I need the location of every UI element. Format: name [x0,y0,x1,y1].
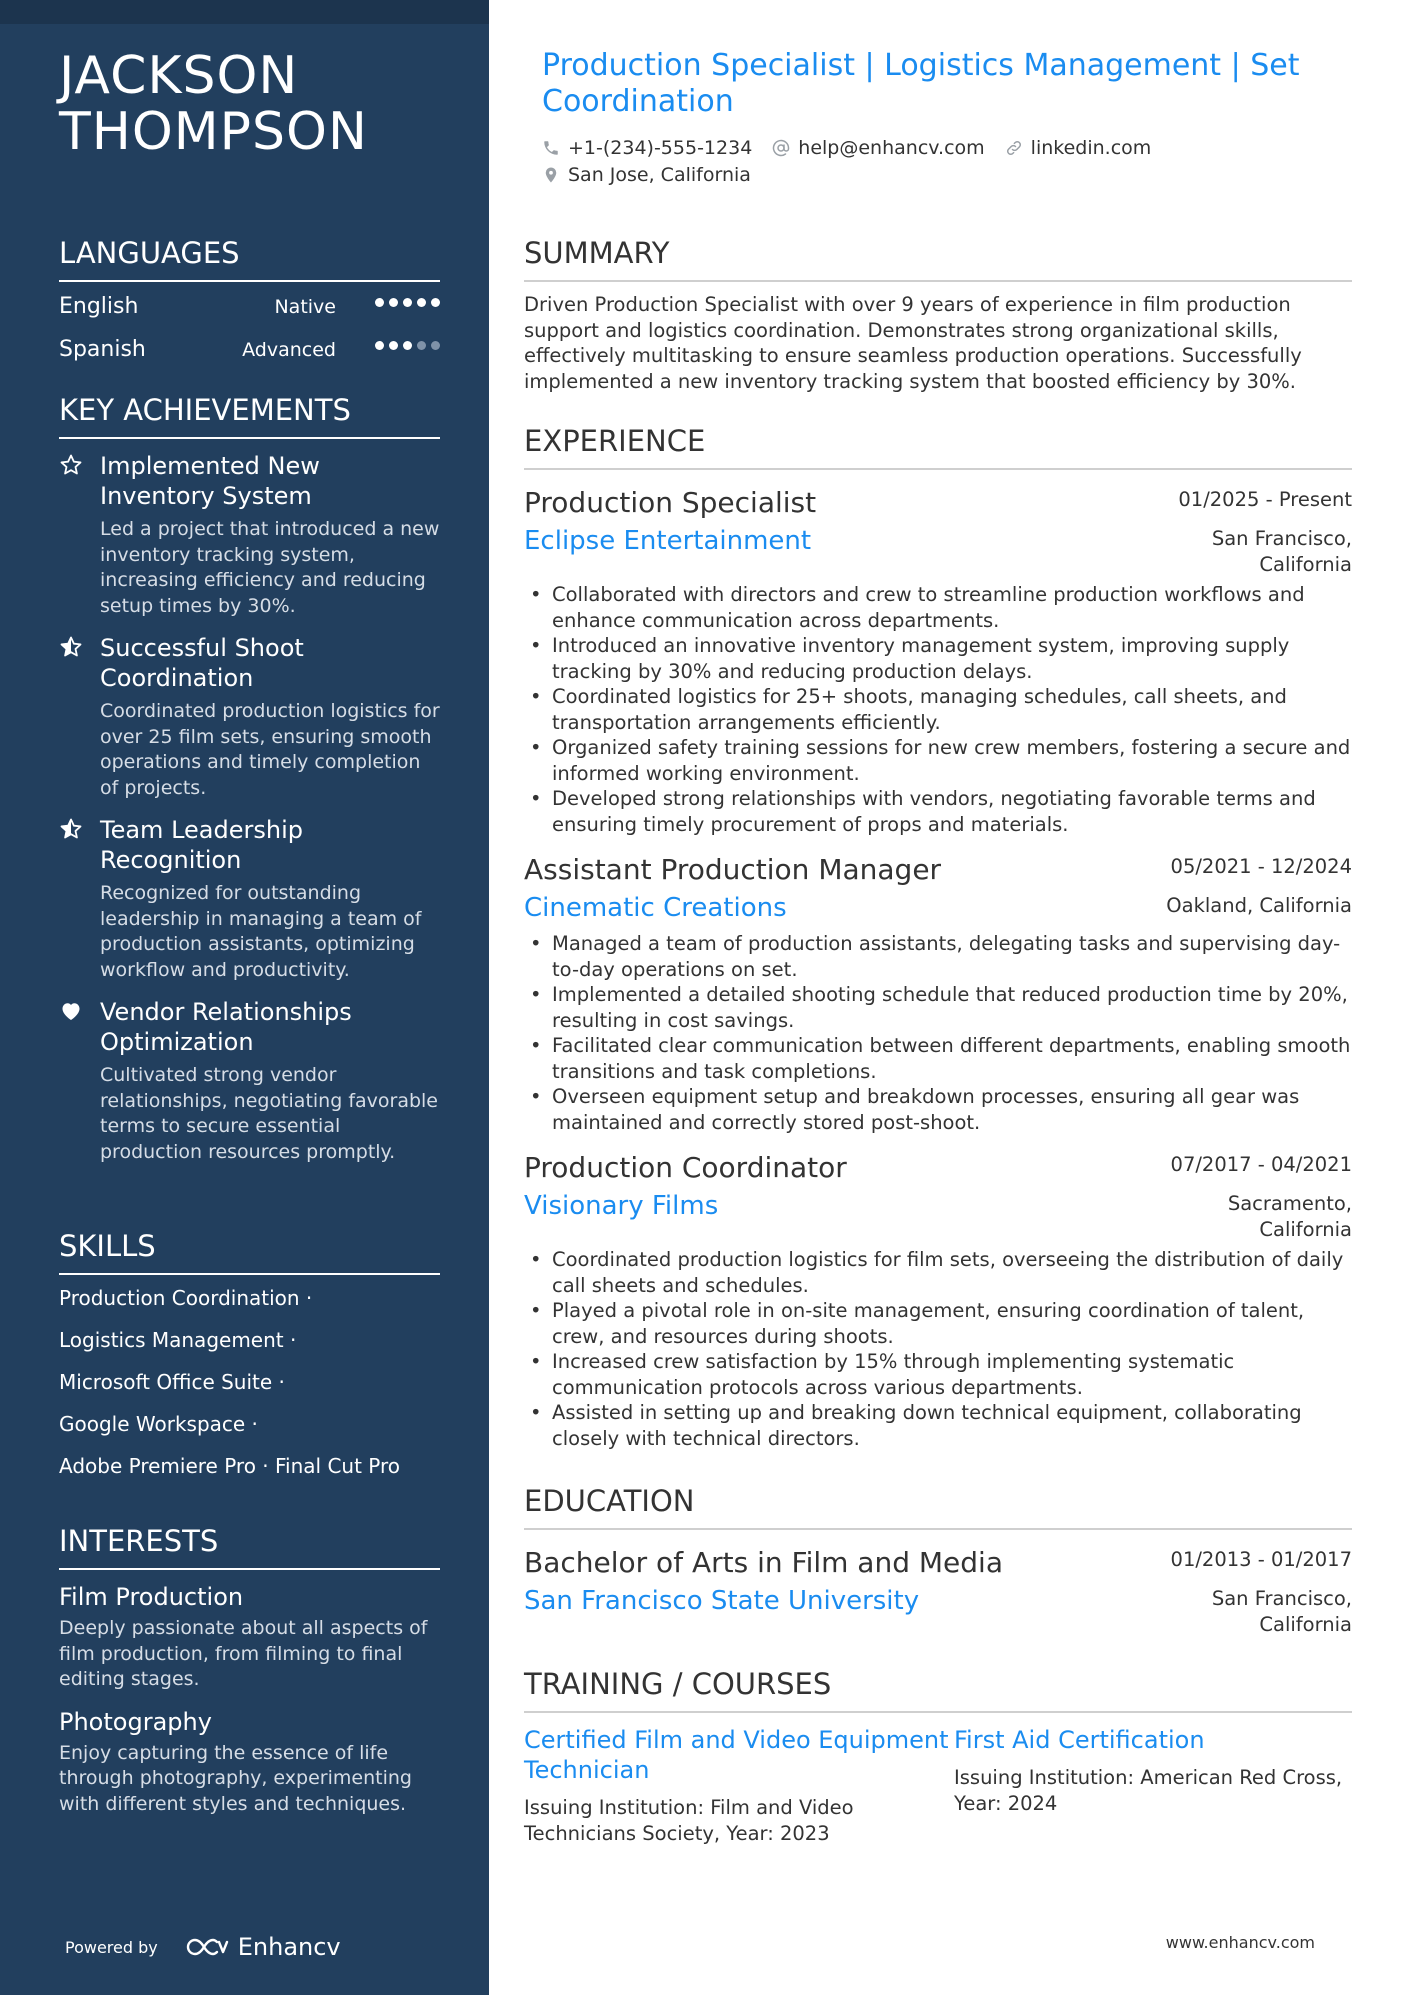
rating-dot-filled [403,341,412,350]
interest-title: Photography [59,1707,212,1736]
language-row [59,329,440,372]
job-company[interactable]: Visionary Films [524,1191,719,1221]
course-title[interactable]: Certified Film and Video Equipment Technician [524,1726,949,1784]
phone-number: +1-(234)-555-1234 [568,136,753,159]
achievement-desc: Cultivated strong vendor relationships, negotiating favorable terms to secure essential production resources promptly. [100,1064,439,1163]
interest-desc: Enjoy capturing the essence of life through photography, experimenting with different styles and techniques. [59,1741,412,1815]
powered-by [65,1933,341,1961]
training-heading: TRAINING / COURSES [524,1667,1352,1713]
achievement-item [59,997,440,1165]
achievement-item [59,633,440,801]
languages-section [59,236,440,372]
job-title: Production Coordinator [524,1151,847,1184]
link-icon [1005,139,1023,157]
language-level: Advanced [242,339,336,361]
enhancv-logo-icon [184,1935,230,1959]
star-half-icon [59,635,83,659]
location-text: San Jose, California [568,163,751,186]
job-company[interactable]: Eclipse Entertainment [524,526,812,556]
linkedin-url: linkedin.com [1030,136,1152,159]
experience-section [524,424,1352,1451]
job-bullet: • Facilitated clear communication between different departments, enabling smooth transitions and task completions. [524,1033,1352,1084]
job-bullet: • Introduced an innovative inventory management system, improving supply tracking by 30% and reducing production delays. [524,633,1352,684]
rating-dot-filled [375,298,384,307]
job-location: Oakland, California [1166,894,1352,917]
job-bullet: • Organized safety training sessions for new crew members, fostering a secure and informed working environment. [524,735,1352,786]
job-dates: 05/2021 - 12/2024 [1170,855,1352,878]
job-bullets [524,1247,1352,1451]
course-desc: Issuing Institution: American Red Cross, Year: 2024 [954,1766,1343,1815]
job-dates: 07/2017 - 04/2021 [1170,1153,1352,1176]
job-bullets [524,931,1352,1135]
summary-section [524,236,1352,394]
email-address: help@enhancv.com [798,136,985,159]
skill-item: Production Coordination · [59,1286,313,1310]
education-section [524,1484,1352,1634]
achievements-heading: KEY ACHIEVEMENTS [59,393,440,439]
phone-icon [542,139,560,157]
job-location: San Francisco, California [1211,527,1352,576]
training-section [524,1667,1352,1846]
interests-section [59,1524,440,1817]
skills-section [59,1229,440,1479]
summary-text: Driven Production Specialist with over 9 years of experience in film production support and logistics coordination. Demonstrates strong organizational skills, effectively multitasking to ensure seamless production operations. Successfully implemented a new inventory tracking system that boosted efficiency by 30%. [524,293,1302,393]
contact-email[interactable] [772,137,984,159]
rating-dot-filled [403,298,412,307]
sidebar-top-bar [0,0,489,24]
achievement-title: Implemented New Inventory System [100,452,320,510]
contact-location [542,164,751,186]
rating-dot-filled [389,341,398,350]
interests-heading: INTERESTS [59,1524,440,1570]
last-name: THOMPSON [59,102,368,162]
job-bullet: • Managed a team of production assistants, delegating tasks and supervising day-to-day operations on set. [524,931,1352,982]
rating-dot-filled [375,341,384,350]
course-item [524,1725,954,1846]
achievement-title: Successful Shoot Coordination [100,634,304,692]
rating-dot-filled [389,298,398,307]
school-name[interactable]: San Francisco State University [524,1586,920,1616]
skills-heading: SKILLS [59,1229,440,1275]
education-dates: 01/2013 - 01/2017 [1170,1548,1352,1571]
job-entry [524,480,1352,837]
job-bullet: • Developed strong relationships with vendors, negotiating favorable terms and ensuring timely procurement of props and materials. [524,786,1352,837]
language-name: Spanish [59,337,146,362]
job-bullet: • Collaborated with directors and crew to streamline production workflows and enhance communication across departments. [524,582,1352,633]
education-heading: EDUCATION [524,1484,1352,1530]
achievement-item [59,451,440,619]
course-desc: Issuing Institution: Film and Video Technicians Society, Year: 2023 [524,1796,854,1845]
achievement-desc: Recognized for outstanding leadership in managing a team of production assistants, optimizing workflow and productivity. [100,882,422,981]
job-title: Production Specialist [524,486,817,519]
powered-by-label: Powered by [65,1937,158,1957]
language-level: Native [274,296,336,318]
degree-title: Bachelor of Arts in Film and Media [524,1546,1003,1579]
star-outline-icon [59,453,83,477]
contact-info [542,134,1342,188]
job-location: Sacramento, California [1227,1192,1352,1241]
job-bullet: • Increased crew satisfaction by 15% through implementing systematic communication protocols across various departments. [524,1349,1352,1400]
job-company[interactable]: Cinematic Creations [524,893,787,923]
course-item [954,1725,1352,1846]
course-title[interactable]: First Aid Certification [954,1726,1205,1754]
rating-dot-empty [431,341,440,350]
language-row [59,286,440,329]
language-name: English [59,294,139,319]
job-bullet: • Played a pivotal role in on-site management, ensuring coordination of talent, crew, and resources during shoots. [524,1298,1352,1349]
candidate-name [59,48,368,160]
job-bullet: • Implemented a detailed shooting schedule that reduced production time by 20%, resulting in cost savings. [524,982,1352,1033]
job-bullet: • Assisted in setting up and breaking down technical equipment, collaborating closely with technical directors. [524,1400,1352,1451]
job-entry [524,847,1352,1135]
summary-heading: SUMMARY [524,236,1352,282]
enhancv-logo[interactable] [184,1933,341,1961]
job-bullets [524,582,1352,837]
achievement-item [59,815,440,983]
job-bullet: • Coordinated production logistics for film sets, overseeing the distribution of daily call sheets and schedules. [524,1247,1352,1298]
location-pin-icon [542,166,560,184]
heart-icon [59,999,83,1023]
achievement-title: Vendor Relationships Optimization [100,998,352,1056]
contact-phone[interactable] [542,137,752,159]
headline: Production Specialist | Logistics Management | Set Coordination [542,48,1300,119]
sidebar [0,0,489,1995]
education-location: San Francisco, California [1211,1587,1352,1636]
first-name: JACKSON [59,46,299,106]
rating-dot-empty [417,341,426,350]
enhancv-brand: Enhancv [237,1933,341,1961]
skill-item: Google Workspace · [59,1412,258,1436]
rating-dot-filled [431,298,440,307]
language-rating [375,298,440,307]
job-dates: 01/2025 - Present [1178,488,1352,511]
language-rating [375,341,440,350]
education-entry [524,1540,1352,1634]
skill-item: Adobe Premiere Pro · Final Cut Pro [59,1454,401,1478]
achievement-desc: Led a project that introduced a new inventory tracking system, increasing efficiency and reducing setup times by 30%. [100,518,440,617]
experience-heading: EXPERIENCE [524,424,1352,470]
job-title: Assistant Production Manager [524,853,942,886]
languages-heading: LANGUAGES [59,236,440,282]
skill-item: Logistics Management · [59,1328,297,1352]
achievement-desc: Coordinated production logistics for over 25 film sets, ensuring smooth operations and timely completion of projects. [100,700,440,799]
star-half-icon [59,817,83,841]
achievements-section [59,393,440,1165]
job-bullet: • Coordinated logistics for 25+ shoots, managing schedules, call sheets, and transportation arrangements efficiently. [524,684,1352,735]
job-entry [524,1145,1352,1451]
at-icon [772,139,790,157]
footer-url[interactable]: www.enhancv.com [1165,1933,1315,1952]
interest-desc: Deeply passionate about all aspects of film production, from filming to final editing stages. [59,1617,428,1690]
interest-title: Film Production [59,1583,244,1611]
contact-linkedin[interactable] [1005,137,1152,159]
achievement-title: Team Leadership Recognition [100,816,303,874]
rating-dot-filled [417,298,426,307]
job-bullet: • Overseen equipment setup and breakdown processes, ensuring all gear was maintained and correctly stored post-shoot. [524,1084,1352,1135]
skill-item: Microsoft Office Suite · [59,1370,285,1394]
